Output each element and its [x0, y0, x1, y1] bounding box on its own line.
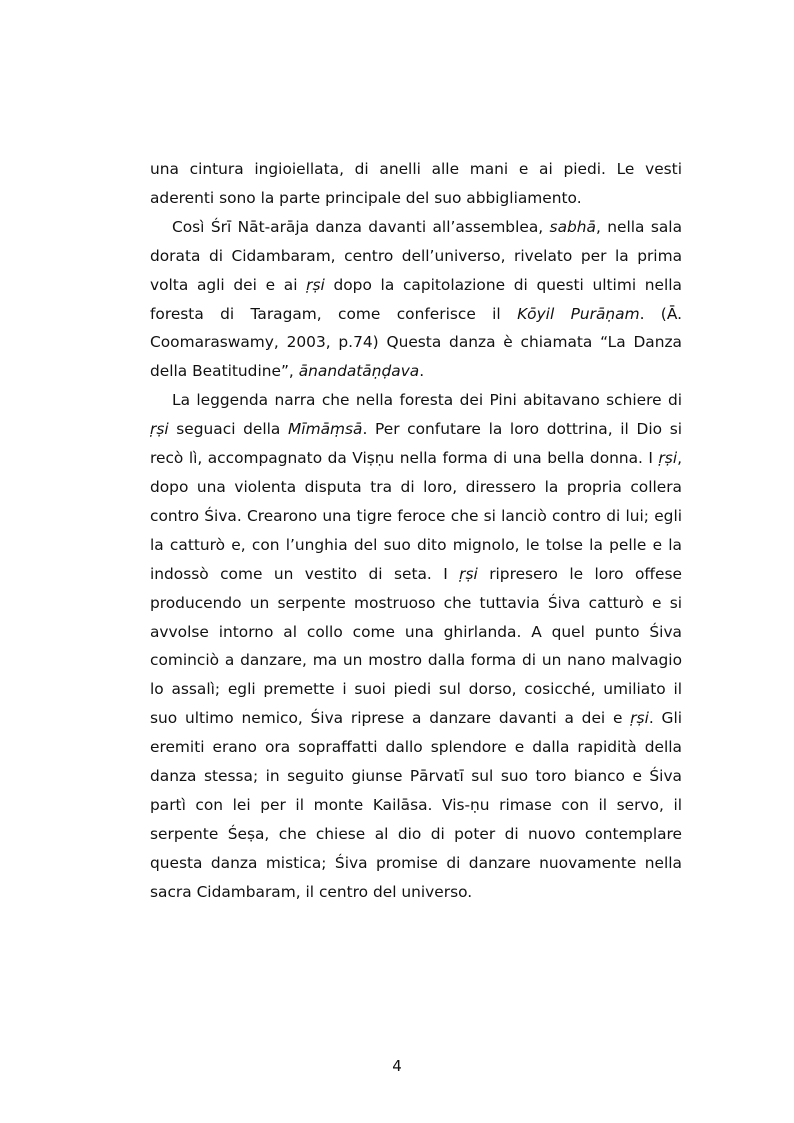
italic-term: ṛṣi	[150, 420, 169, 439]
text-run: . Gli eremiti erano ora sopraffatti dallo splendore e dalla rapidità della danza stessa; in seguito giunse Pārvatī sul suo toro bianco e Śiva partì con lei per il monte Kailāsa. Vis-ṇu rimase con il servo, il serpente Śeṣa, che chiese al dio di poter di nuovo contemplare questa danza mistica; Śiva promise di danzare nuovamente nella sacra Cidambaram, il centro del universo.	[150, 709, 682, 901]
italic-term: ṛṣi	[459, 564, 478, 583]
text-run: ripresero le loro offese producendo un serpente mostruoso che tuttavia Śiva catturò e si avvolse intorno al collo come una ghirlanda. A quel punto Śiva cominciò a danzare, ma un mostro dalla forma di un nano malvagio lo assalì; egli premette i suoi piedi sul dorso, cosicché, umiliato il suo ultimo nemico, Śiva riprese a danzare davanti a dei e	[150, 564, 682, 728]
text-run: . Per confutare la loro dottrina, il Dio si recò lì, accompagnato da Viṣṇu nella forma di una bella donna. I	[150, 420, 682, 468]
italic-term: Kōyil Purāṇam	[517, 304, 640, 323]
italic-term: ṛṣi	[630, 709, 649, 728]
body-text	[150, 155, 682, 907]
text-run: dopo la capitolazione di questi ultimi nella foresta di Taragam, come conferisce il	[150, 275, 682, 323]
italic-term: ṛṣi	[658, 449, 678, 468]
page-number: 4	[392, 1057, 402, 1075]
text-run: seguaci della	[168, 420, 289, 439]
italic-term: ānandatāṇḍava	[298, 362, 420, 381]
text-run: , dopo una violenta disputa tra di loro, diressero la propria collera contro Śiva. Crearono una tigre feroce che si lanciò contro di lui; egli la catturò e, con l’unghia del suo dito mignolo, le tolse la pelle e la indossò come un vestito di seta. I	[150, 449, 682, 583]
paragraph-1	[150, 155, 682, 213]
text-run: .	[419, 362, 425, 381]
text-run: . (Ā. Coomaraswamy, 2003, p.74) Questa danza è chiamata “La Danza della Beatitudine”,	[150, 304, 682, 381]
paragraph-2	[150, 213, 682, 386]
italic-term: Mīmāṃsā	[288, 420, 363, 439]
text-run: , nella sala dorata di Cidambaram, centro dell’universo, rivelato per la prima volta agli dei e ai	[150, 217, 682, 294]
text-run: La leggenda narra che nella foresta dei Pini abitavano schiere di	[172, 391, 682, 410]
italic-term: sabhā	[549, 217, 596, 236]
text-run: Così Śrī Nāt-arāja danza davanti all’assemblea,	[172, 217, 550, 236]
text-run: una cintura ingioiellata, di anelli alle mani e ai piedi. Le vesti aderenti sono la parte principale del suo abbigliamento.	[150, 160, 682, 207]
italic-term: ṛṣi	[306, 275, 325, 294]
paragraph-3	[150, 386, 682, 906]
